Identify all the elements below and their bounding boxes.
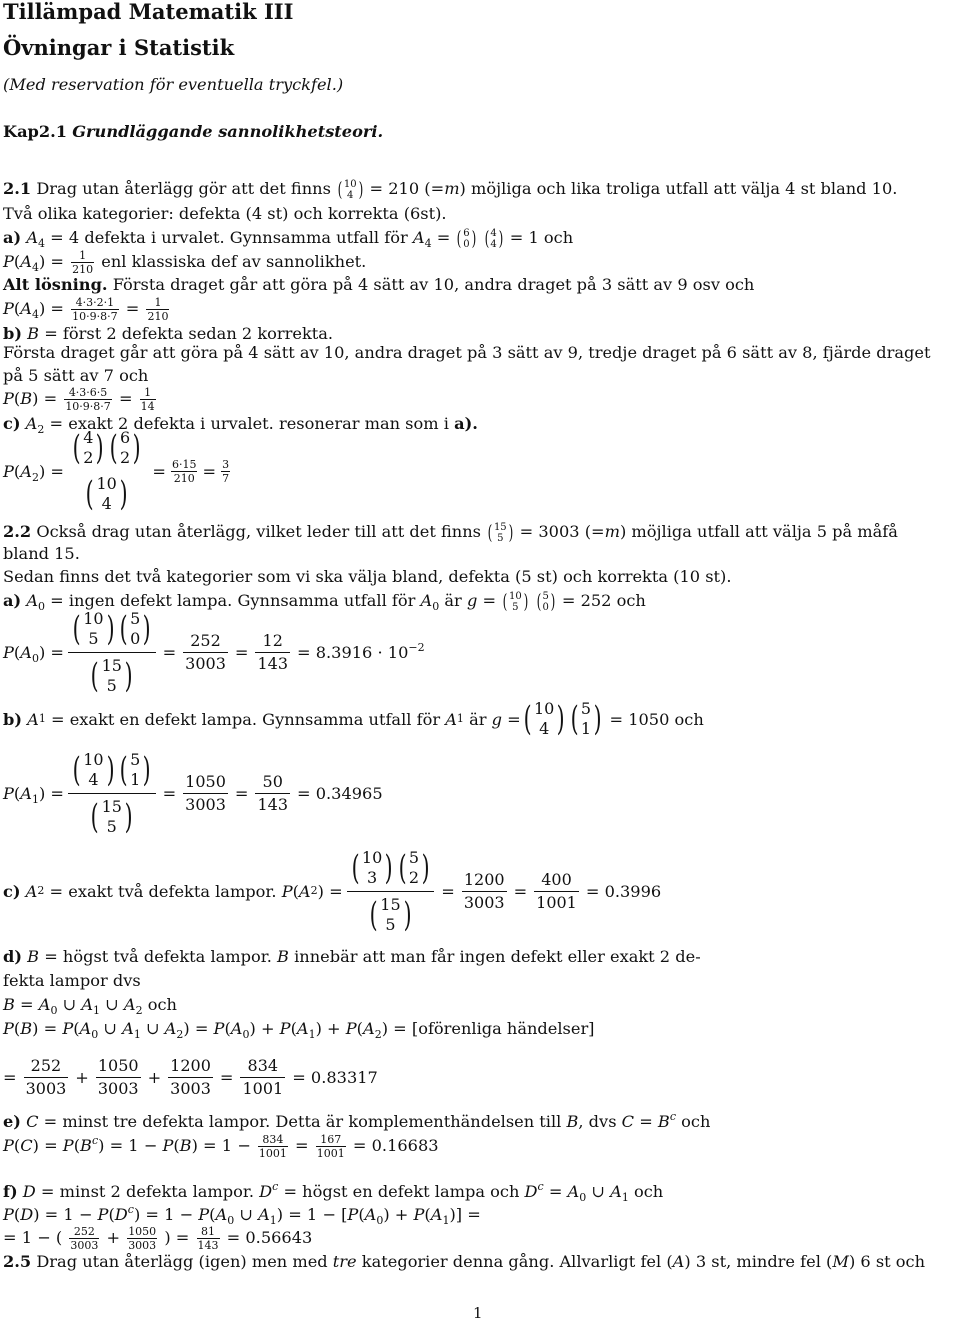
fraction (462, 869, 507, 912)
binomial-fraction: ( 10 4 ) ( 5 1 ) ( 15 5 ) (68, 750, 156, 837)
numerator: 252 (69, 1226, 99, 1239)
fraction (24, 1055, 69, 1098)
exercise-2-1-categories: Två olika kategorier: defekta (4 st) och korrekta (6st). (3, 204, 447, 223)
exercise-2-2-intro (3, 520, 898, 544)
text: = 4 defekta i urvalet. Gynnsamma utfall för (50, 228, 408, 247)
binomial: ( 10 5 ) (502, 589, 528, 613)
fraction (171, 459, 198, 484)
part-b-line: b) B = först 2 defekta sedan 2 korrekta. (3, 324, 334, 343)
denominator: 1001 (536, 892, 577, 912)
page-number: 1 (473, 1304, 483, 1322)
erratum-note: (Med reservation för eventuella tryckfel.) (3, 75, 344, 94)
part-b-line: b) A 1 = exakt en defekt lampa. Gynnsamma utfall för A 1 är g = ( 10 4 ) ( 5 1 ) = 1050 och (3, 698, 704, 739)
denominator: 143 (197, 1239, 219, 1252)
math-var: M (832, 1252, 849, 1271)
fraction: $\frac{1}{210}$ (147, 296, 169, 323)
part-label: b) (3, 709, 22, 729)
text: ) 3 st, mindre fel ( (684, 1252, 833, 1271)
denominator: 3003 (97, 1078, 139, 1098)
exercise-2-2-categories: Sedan finns det två kategorier som vi ska välja bland, defekta (5 st) och korrekta (10 st). (3, 567, 732, 586)
alt-solution-formula: $P(A_4)$ = $\frac{4\cdot 3\cdot 2\cdot 1}{10\cdot 9\cdot 8\cdot 7}$ = $\frac{1}{210}$ (3, 296, 169, 323)
fraction (221, 459, 230, 484)
numerator: 81 (197, 1226, 220, 1239)
part-d-line-2: fekta lampor dvs (3, 971, 141, 990)
fraction (197, 1226, 220, 1251)
text: = ingen defekt lampa. Gynnsamma utfall för (50, 591, 416, 610)
denominator: 210 (173, 471, 195, 485)
text: = minst tre defekta lampor. Detta är komplementhändelsen till (43, 1112, 562, 1131)
exercise-2-2-intro-cont: bland 15. (3, 544, 80, 563)
math-var: m (444, 179, 460, 198)
numerator: 1050 (128, 1225, 157, 1238)
text: = minst 2 defekta lampor. (40, 1182, 254, 1201)
alt-solution (3, 273, 754, 296)
course-title: Tillämpad Matematik III (3, 0, 294, 24)
part-c-line: c) $A_2$ = exakt 2 defekta i urvalet. resonerar man som i a). (3, 414, 478, 436)
exercise-number: 2.2 (3, 522, 32, 541)
chapter-title: Grundläggande sannolikhetsteori. (72, 122, 384, 141)
part-d-union: $B = A_0$ ∪ $A_1$ ∪ $A_2$ och (3, 995, 177, 1017)
part-c-formula: c) A 2 = exakt två defekta lampor. P ( A 2 ) = ( 10 3 ) ( 5 2 ) ( 15 5 ) = $\frac{1200}{3003}$ = $\frac{400}{1001}$ = 0.3996 (3, 847, 662, 935)
denominator: 1001 (258, 1147, 287, 1160)
exercise-number: 2.1 (3, 179, 32, 198)
numerator: 1050 (183, 774, 228, 794)
numerator: 400 (534, 872, 579, 892)
denominator: 3003 (463, 892, 505, 912)
part-a-probability: $P(A_4)$ = $\frac{1}{210}$ enl klassiska def av sannolikhet. (3, 249, 367, 276)
denominator: 3003 (128, 1239, 157, 1252)
fraction (255, 771, 290, 814)
result: = 0.16683 (352, 1136, 439, 1155)
part-f-line: f) D = minst 2 defekta lampor. $D^c$ = högst en defekt lampa och $D^c = A_0$ ∪ $A_1$ och (3, 1180, 664, 1204)
denominator: 10·9·8·7 (72, 310, 118, 323)
part-label: a) (3, 591, 22, 610)
exercise-2-1-intro (3, 177, 897, 201)
fraction (96, 1055, 141, 1098)
part-a-line: a) $A_4 = 4$ defekta i urvalet. Gynnsamma utfall för $A_4$ = ( 6 0 ) ( 4 4 ) = 1 och (3, 226, 574, 250)
part-e-formula: $P(C) = P(B^c) = 1 - P(B) = 1$ − $\frac{834}{1001}$ = $\frac{167}{1001}$ = 0.16683 (3, 1133, 439, 1160)
numerator: 6·15 (171, 457, 197, 471)
fraction (183, 630, 228, 673)
text: = 1050 och (609, 709, 704, 729)
numerator: 252 (183, 633, 228, 653)
text: = högst två defekta lampor. (44, 947, 272, 966)
result: = 0.3996 (585, 881, 662, 901)
reference: a). (454, 414, 478, 433)
part-e-line: e) C = minst tre defekta lampor. Detta är komplementhändelsen till B, dvs $C = B^c$ och (3, 1110, 711, 1131)
text: ) 6 st och (848, 1252, 926, 1271)
denominator: 3003 (185, 794, 226, 814)
part-label: c) (3, 881, 21, 901)
part-label: a) (3, 228, 22, 247)
exercise-2-5-intro (3, 1250, 925, 1273)
part-label: c) (3, 414, 21, 433)
result: = 0.34965 (297, 783, 383, 803)
numerator: 1200 (462, 872, 507, 892)
part-b-paragraph: Första draget går att göra på 4 sätt av 10, andra draget på 3 sätt av 9, tredje draget på 6 sätt av 8, fjärde draget på 5 sätt av 7 och (3, 343, 931, 385)
chapter-number: Kap2.1 (3, 122, 68, 141)
text: = 210 (= (369, 179, 445, 198)
text: Drag utan återlägg (igen) men med (36, 1252, 328, 1271)
part-label: e) (3, 1112, 21, 1131)
text: = 252 och (561, 591, 646, 610)
text: , dvs (578, 1112, 617, 1131)
binomial: ( 6 0 ) (457, 226, 476, 250)
binomial-fraction: ( 4 2 ) ( 6 2 ) ( 10 4 ) (72, 428, 141, 514)
text: Också drag utan återlägg, vilket leder till att det finns (36, 522, 481, 541)
binomial: ( 5 0 ) (536, 589, 556, 613)
text: = exakt en defekt lampa. Gynnsamma utfall för (51, 709, 441, 729)
emphasis: tre (332, 1252, 357, 1271)
text: är (469, 709, 487, 729)
fraction: $\frac{1}{14}$ (140, 386, 155, 413)
fraction (240, 1055, 285, 1098)
denominator: 143 (257, 653, 288, 673)
text: och (681, 1112, 711, 1131)
binomial-fraction: ( 10 3 ) ( 5 2 ) ( 15 5 ) (347, 848, 435, 935)
text: innebär att man får ingen defekt eller exakt 2 de- (294, 947, 701, 966)
denominator: 1001 (316, 1147, 345, 1160)
text: = högst en defekt lampa och (283, 1182, 520, 1201)
numerator: 834 (258, 1134, 288, 1147)
denominator: 3003 (170, 1078, 211, 1098)
text: = 3003 (= (519, 522, 605, 541)
math-var: m (604, 522, 620, 541)
numerator: 834 (240, 1058, 285, 1078)
numerator: 12 (255, 633, 290, 653)
denominator: 143 (257, 794, 288, 814)
binomial: ( 10 4 ) (337, 177, 363, 201)
label: Alt lösning. (3, 275, 108, 294)
numerator: 4·3·2·1 (71, 297, 118, 310)
text: enl klassiska def av sannolikhet. (101, 252, 367, 271)
part-f-formula-2: = 1 − ( $\frac{252}{3003}$ + $\frac{1050}{3003}$ ) = $\frac{81}{143}$ = 0.56643 (3, 1225, 313, 1252)
text: är (444, 591, 462, 610)
text: och (633, 1182, 664, 1201)
text: = exakt två defekta lampor. (49, 881, 277, 901)
numerator: 167 (316, 1134, 346, 1147)
part-d-line: d) B = högst två defekta lampor. B innebär att man får ingen defekt eller exakt 2 de- (3, 947, 701, 966)
binomial-fraction: ( 10 5 ) ( 5 0 ) ( 15 5 ) (68, 609, 156, 696)
binomial: ( 15 5 ) (487, 520, 513, 544)
text: kategorier denna gång. Allvarligt fel ( (361, 1252, 673, 1271)
fraction (316, 1134, 346, 1159)
fraction (183, 771, 228, 814)
fraction (258, 1134, 288, 1159)
part-label: d) (3, 947, 22, 966)
binomial: ( 5 1 ) (570, 698, 602, 739)
text: = [oförenliga händelser] (393, 1019, 595, 1038)
numerator: 4·3·6·5 (64, 387, 111, 400)
binomial: ( 4 4 ) (484, 226, 504, 250)
part-label: b) (3, 324, 22, 343)
document-title: Övningar i Statistik (3, 35, 235, 60)
numerator: 252 (24, 1058, 69, 1078)
part-a-formula: $P(A_0)$ = ( 10 5 ) ( 5 0 ) ( 15 5 ) = $\frac{252}{3003}$ = $\frac{12}{143}$ = $8.3916 \cdot 10^{-2}$ (3, 608, 425, 696)
result: = 0.56643 (226, 1228, 313, 1247)
fraction (127, 1226, 157, 1251)
text: och (147, 995, 177, 1014)
part-b-formula: P(B) = $\frac{4\cdot 3\cdot 6\cdot 5}{10\cdot 9\cdot 8\cdot 7}$ = $\frac{1}{14}$ (3, 386, 155, 413)
denominator: 1001 (242, 1078, 284, 1098)
text: = exakt 2 defekta i urvalet. resonerar man som i (49, 414, 449, 433)
fraction: $\frac{1}{210}$ (72, 249, 94, 276)
text: = först 2 defekta sedan 2 korrekta. (44, 324, 334, 343)
exercise-number: 2.5 (3, 1252, 32, 1271)
text: Första draget går att göra på 4 sätt av 10, andra draget på 3 sätt av 9 osv och (112, 275, 755, 294)
text: ) möjliga och lika troliga utfall att välja 4 st bland 10. (459, 179, 898, 198)
part-a-line: a) $A_0$ = ingen defekt lampa. Gynnsamma utfall för $A_0$ är g = ( 10 5 ) ( 5 0 ) = 252 och (3, 589, 646, 613)
denominator: 7 (222, 471, 230, 485)
denominator: 3003 (70, 1239, 99, 1252)
part-b-formula: $P(A_1)$ = ( 10 4 ) ( 5 1 ) ( 15 5 ) = $\frac{1050}{3003}$ = $\frac{50}{143}$ = 0.34965 (3, 749, 383, 837)
denominator: 3003 (25, 1078, 67, 1098)
result: = 8.3916 · 10 (297, 642, 409, 662)
numerator: 50 (255, 774, 290, 794)
denominator: 10·9·8·7 (65, 400, 111, 413)
fraction (255, 630, 290, 673)
part-d-probability: $P(B) = P(A_0$ ∪ $A_1$ ∪ $A_2) = P(A_0) + P(A_1) + P(A_2)$ = [oförenliga händelser] (3, 1019, 595, 1041)
part-c-formula: $P(A_2)$ = ( 4 2 ) ( 6 2 ) ( 10 4 ) = $\frac{6\cdot 15}{210}$ = $\frac{3}{7}$ (3, 428, 230, 514)
denominator: 14 (140, 400, 155, 413)
part-label: f) (3, 1182, 18, 1201)
numerator: 3 (222, 457, 230, 471)
denominator: 3003 (185, 653, 226, 673)
chapter-heading (3, 120, 383, 143)
part-f-formula-1: $P(D) = 1 - P(D^c) = 1 - P(A_0$ ∪ $A_1) = 1 - [P(A_0) + P(A_1)]$ = (3, 1203, 481, 1227)
text: = 1 och (509, 228, 574, 247)
part-d-sum: = $\frac{252}{3003}$ + $\frac{1050}{3003}$ + $\frac{1200}{3003}$ = $\frac{834}{1001}$ = 0.83317 (3, 1055, 378, 1098)
fraction (168, 1055, 213, 1098)
fraction (64, 387, 111, 412)
fraction (71, 297, 118, 322)
exponent: −2 (408, 640, 425, 654)
fraction (534, 869, 579, 912)
text: Drag utan återlägg gör att det finns (36, 179, 331, 198)
math-var: A (672, 1252, 685, 1271)
fraction (69, 1226, 99, 1251)
result: = 0.83317 (292, 1067, 378, 1087)
binomial: ( 10 4 ) (523, 698, 565, 739)
numerator: 1200 (168, 1058, 213, 1078)
text: ) möjliga utfall att välja 5 på måfå (619, 522, 898, 541)
numerator: 1050 (96, 1058, 141, 1078)
